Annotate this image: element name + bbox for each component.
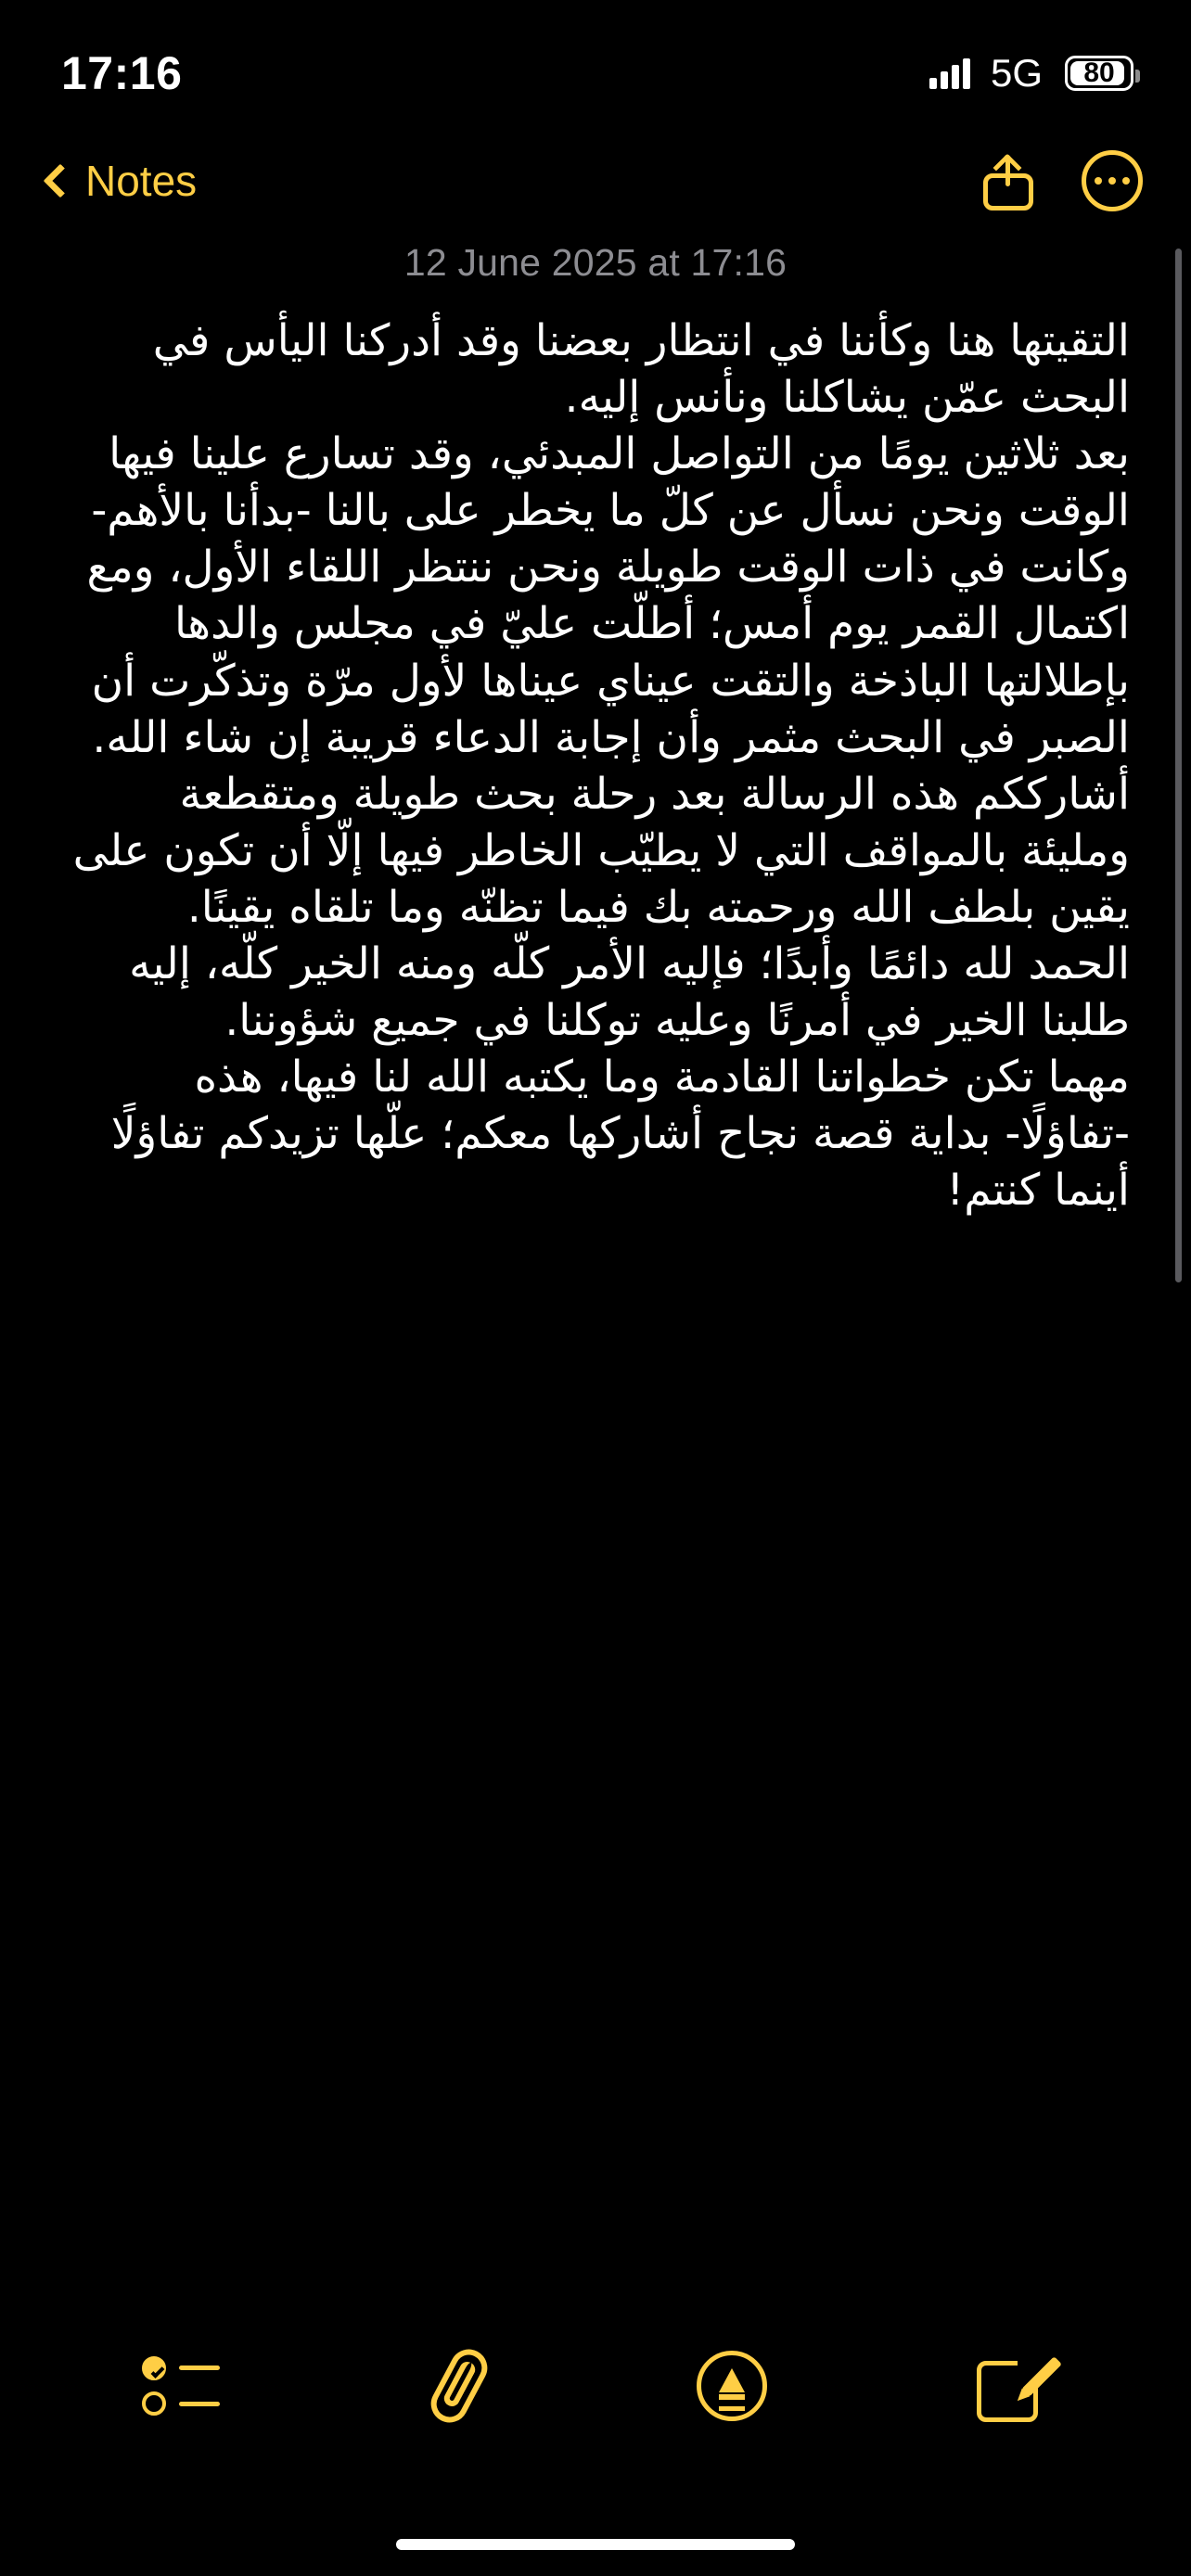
note-content-area[interactable]: [0, 241, 1191, 2355]
chevron-left-icon: [44, 164, 78, 198]
status-indicators: [929, 51, 1133, 96]
note-paragraph: التقيتها هنا وكأننا في انتظار بعضنا وقد أدركنا اليأس في البحث عمّن يشاكلنا ونأنس إليه.: [152, 315, 1130, 424]
note-paragraph: مهما تكن خطواتنا القادمة وما يكتبه الله لنا فيها، هذه -تفاؤلًا- بداية قصة نجاح أشاركها معكم؛ علّها تزيدكم تفاؤلًا أينما كنتم!: [110, 1052, 1130, 1217]
compose-icon[interactable]: [977, 2350, 1049, 2422]
back-button-label: Notes: [85, 157, 198, 205]
markup-pen-icon[interactable]: [697, 2351, 767, 2421]
paperclip-icon[interactable]: [431, 2347, 487, 2425]
note-paragraph: الحمد لله دائمًا وأبدًا؛ فإليه الأمر كلّه ومنه الخير كلّه، إليه طلبنا الخير في أمرنًا وعليه توكلنا في جميع شؤوننا.: [129, 938, 1130, 1047]
bottom-toolbar: [0, 2316, 1191, 2455]
status-time: 17:16: [61, 47, 183, 99]
note-paragraph: بعد ثلاثين يومًا من التواصل المبدئي، وقد تسارع علينا فيها الوقت ونحن نسأل عن كلّ ما يخطر على بالنا -بدأنا بالأهم- وكانت في ذات الوقت طويلة ونحن ننتظر اللقاء الأول، ومع اكتمال القمر يوم أمس؛ أطلّت عليّ في مجلس والدها بإطلالتها الباذخة والتقت عيناي عيناها لأول مرّة وتذكّرت أن الصبر في البحث مثمر وأن إجابة الدعاء قريبة إن شاء الله.: [86, 428, 1130, 763]
battery-percent-label: 80: [1083, 57, 1115, 88]
note-paragraph: أشارككم هذه الرسالة بعد رحلة بحث طويلة ومتقطعة ومليئة بالمواقف التي لا يطيّب الخاطر فيها إلّا أن تكون على يقين بلطف الله ورحمته بك فيما تظنّه وما تلقاه يقينًا.: [72, 768, 1130, 933]
note-date: 12 June 2025 at 17:16: [403, 241, 788, 284]
share-icon[interactable]: [983, 151, 1033, 210]
battery-icon: [1065, 56, 1133, 91]
network-type-label: 5G: [990, 51, 1043, 95]
navigation-actions: [983, 150, 1143, 211]
navigation-bar: [0, 130, 1191, 232]
note-body[interactable]: [61, 312, 1130, 1219]
status-bar: [0, 0, 1191, 111]
scroll-indicator[interactable]: [1175, 249, 1182, 1282]
back-button[interactable]: [35, 156, 197, 206]
cellular-signal-icon: [929, 57, 970, 89]
more-ellipsis-icon[interactable]: [1082, 150, 1143, 211]
home-indicator[interactable]: [396, 2539, 795, 2550]
checklist-icon[interactable]: [142, 2353, 222, 2419]
